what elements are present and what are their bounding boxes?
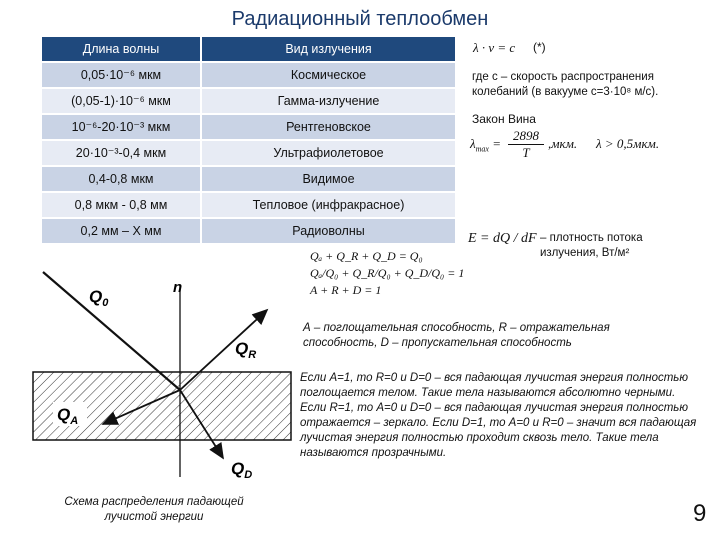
formula-mark: (*) <box>533 40 546 54</box>
balance-equation: A + R + D = 1 <box>310 283 382 297</box>
speed-note: где с – скорость распространения колебаний (в вакууме с=3·10⁸ м/с). <box>472 71 659 98</box>
cell-radiation-type: Видимое <box>202 167 455 191</box>
table-row <box>42 167 455 191</box>
label-normal: n <box>173 279 183 296</box>
balance-equation: Qₐ + Q_R + Q_D = Q₀ <box>310 249 423 263</box>
table-row <box>42 63 455 87</box>
diagram-caption: Схема распределения падающей лучистой энергии <box>64 496 244 523</box>
page-number: 9 <box>693 500 707 527</box>
balance-equation: Qₐ/Q₀ + Q_R/Q₀ + Q_D/Q₀ = 1 <box>310 266 465 280</box>
wien-numerator: 2898 <box>513 128 539 143</box>
cell-wavelength: 20·10⁻³-0,4 мкм <box>42 141 200 165</box>
wien-lhs: $\lambda_{max}$ = <box>470 136 501 154</box>
table-row <box>42 115 455 139</box>
cell-wavelength: 0,4-0,8 мкм <box>42 167 200 191</box>
cell-radiation-type: Рентгеновское <box>202 115 455 139</box>
cell-wavelength: 10⁻⁶-20·10⁻³ мкм <box>42 115 200 139</box>
label-qa: $Q_A$ <box>57 405 79 427</box>
slide-title: Радиационный теплообмен <box>231 8 489 30</box>
table-row <box>42 219 455 243</box>
table-header-row <box>42 37 455 61</box>
header-wavelength: Длина волны <box>42 37 200 61</box>
cell-wavelength: 0,8 мкм - 0,8 мм <box>42 193 200 217</box>
cell-radiation-type: Ультрафиолетовое <box>202 141 455 165</box>
wien-law-formula <box>470 128 710 162</box>
flux-density-description: – плотность потока излучения, Вт/м² <box>540 232 643 259</box>
energy-balance-equations <box>310 248 464 299</box>
cell-radiation-type: Космическое <box>202 63 455 87</box>
wave-speed-formula: λ · ν = c <box>473 40 516 55</box>
cell-radiation-type: Радиоволны <box>202 219 455 243</box>
wien-law-title: Закон Вина <box>472 112 536 126</box>
header-radiation-type: Вид излучения <box>202 37 455 61</box>
flux-density-formula: E = dQ / dF <box>468 231 537 246</box>
wien-denominator: T <box>508 144 544 161</box>
label-qd: $Q_D$ <box>231 459 253 481</box>
cell-radiation-type: Гамма-излучение <box>202 89 455 113</box>
cell-wavelength: (0,05-1)·10⁻⁶ мкм <box>42 89 200 113</box>
label-qr: $Q_R$ <box>235 339 257 361</box>
table-row <box>42 89 455 113</box>
wien-condition: λ > 0,5мкм. <box>596 136 660 151</box>
wien-unit: ,мкм. <box>548 136 578 151</box>
ard-definition: А – поглощательная способность, R – отражательная способность, D – пропускательная способность <box>303 322 610 349</box>
special-cases-text: Если А=1, то R=0 и D=0 – вся падающая лучистая энергия полностью поглощается телом. Такие тела называются абсолютно черными. Если R=1, то А=0 и D=0 – вся падающая лучистая энергия полностью отражается – зеркало. Если D=1, то А=0 и R=0 – значит вся падающая лучистая энергия полностью проходит сквозь тело. Такие тела называются прозрачными. <box>300 372 697 459</box>
cell-radiation-type: Тепловое (инфракрасное) <box>202 193 455 217</box>
cell-wavelength: 0,2 мм – Х мм <box>42 219 200 243</box>
table-row <box>42 141 455 165</box>
radiation-distribution-diagram <box>25 262 295 494</box>
table-row <box>42 193 455 217</box>
cell-wavelength: 0,05·10⁻⁶ мкм <box>42 63 200 87</box>
label-q0: $Q_0$ <box>89 287 109 309</box>
